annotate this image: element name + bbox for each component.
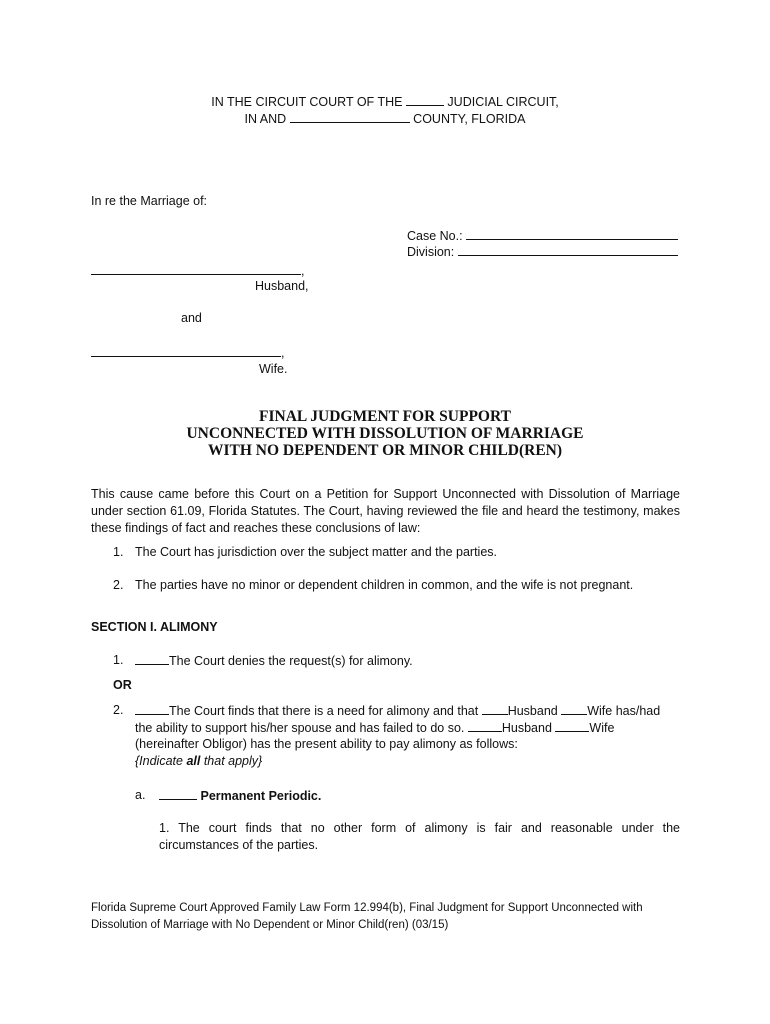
wife-ability-label: Wife has/had (587, 704, 661, 718)
footer-line2: Dissolution of Marriage with No Dependent or Minor Child(ren) (03/15) (91, 919, 449, 931)
finding-1-text: The Court has jurisdiction over the subject matter and the parties. (135, 545, 497, 559)
wife-obligor-label: Wife (589, 721, 615, 735)
intro-paragraph: This cause came before this Court on a Petition for Support Unconnected with Dissolution of Marriage under section 61.09, Florida Statutes. The Court, having reviewed the file and heard the testimony, makes these findings of fact and reaches these conclusions of law: (91, 487, 680, 535)
alimony-item-2-line3: (hereinafter Obligor) has the present ability to pay alimony as follows: (135, 737, 518, 751)
wife-ability-blank[interactable] (561, 703, 587, 715)
division-row (407, 244, 678, 259)
court-header-line2 (0, 111, 770, 126)
alimony-item-1-number: 1. (113, 653, 124, 667)
alimony-item-1 (135, 653, 413, 668)
case-no-label: Case No.: (407, 229, 463, 243)
court-header-suffix: JUDICIAL CIRCUIT, (447, 95, 559, 109)
wife-label: Wife. (259, 362, 288, 376)
husband-obligor-label: Husband (501, 721, 552, 735)
circuit-blank[interactable] (406, 94, 444, 106)
alimony-item-2-line1 (135, 703, 660, 718)
or-label: OR (113, 678, 132, 692)
sub-a-row (159, 788, 321, 803)
sub-a-finding-1: 1. The court finds that no other form of alimony is fair and reasonable under the circumstances of the parties. (159, 821, 680, 852)
need-alimony-blank[interactable] (135, 703, 169, 715)
husband-label: Husband, (255, 279, 309, 293)
case-no-row (407, 228, 678, 243)
indicate-prefix: {Indicate (135, 754, 187, 768)
husband-ability-blank[interactable] (482, 703, 508, 715)
title-line2: UNCONNECTED WITH DISSOLUTION OF MARRIAGE (186, 425, 584, 442)
in-re-label: In re the Marriage of: (91, 194, 208, 208)
wife-name-field[interactable] (91, 345, 281, 357)
county-suffix: COUNTY, FLORIDA (413, 112, 526, 126)
alimony-item-2-number: 2. (113, 703, 124, 717)
indicate-note (135, 754, 262, 768)
alimony-item-2-text-b: the ability to support his/her spouse and has failed to do so. (135, 721, 465, 735)
and-label: and (181, 311, 202, 325)
county-blank[interactable] (290, 111, 410, 123)
title-line3: WITH NO DEPENDENT OR MINOR CHILD(REN) (207, 442, 563, 459)
section-1-heading: SECTION I. ALIMONY (91, 620, 218, 634)
husband-name-field[interactable] (91, 263, 301, 275)
case-no-field[interactable] (466, 228, 678, 240)
title-line1: FINAL JUDGMENT FOR SUPPORT (259, 408, 511, 425)
court-header-prefix: IN THE CIRCUIT COURT OF THE (211, 95, 403, 109)
finding-1-number: 1. (113, 545, 124, 559)
wife-comma: , (281, 346, 285, 360)
husband-name-row (91, 263, 304, 278)
wife-name-row (91, 345, 284, 360)
husband-obligor-blank[interactable] (468, 720, 502, 732)
division-field[interactable] (458, 244, 678, 256)
alimony-item-1-text: The Court denies the request(s) for alimony. (169, 654, 413, 668)
deny-alimony-blank[interactable] (135, 653, 169, 665)
finding-2-number: 2. (113, 578, 124, 592)
permanent-periodic-blank[interactable] (159, 788, 197, 800)
alimony-item-2-line2 (135, 720, 614, 735)
permanent-periodic-label: Permanent Periodic. (200, 789, 322, 803)
court-header-line1 (0, 94, 770, 109)
husband-ability-label: Husband (507, 704, 558, 718)
alimony-item-2-text-a: The Court finds that there is a need for alimony and that (169, 704, 479, 718)
footer-line1: Florida Supreme Court Approved Family Law Form 12.994(b), Final Judgment for Support Unconnected with (91, 902, 643, 914)
indicate-all: all (186, 754, 201, 768)
sub-a-letter: a. (135, 788, 146, 802)
county-prefix: IN AND (244, 112, 287, 126)
wife-obligor-blank[interactable] (555, 720, 589, 732)
finding-2-text: The parties have no minor or dependent children in common, and the wife is not pregnant. (135, 578, 634, 592)
division-label: Division: (407, 245, 455, 259)
husband-comma: , (301, 264, 305, 278)
indicate-suffix: that apply} (200, 754, 263, 768)
